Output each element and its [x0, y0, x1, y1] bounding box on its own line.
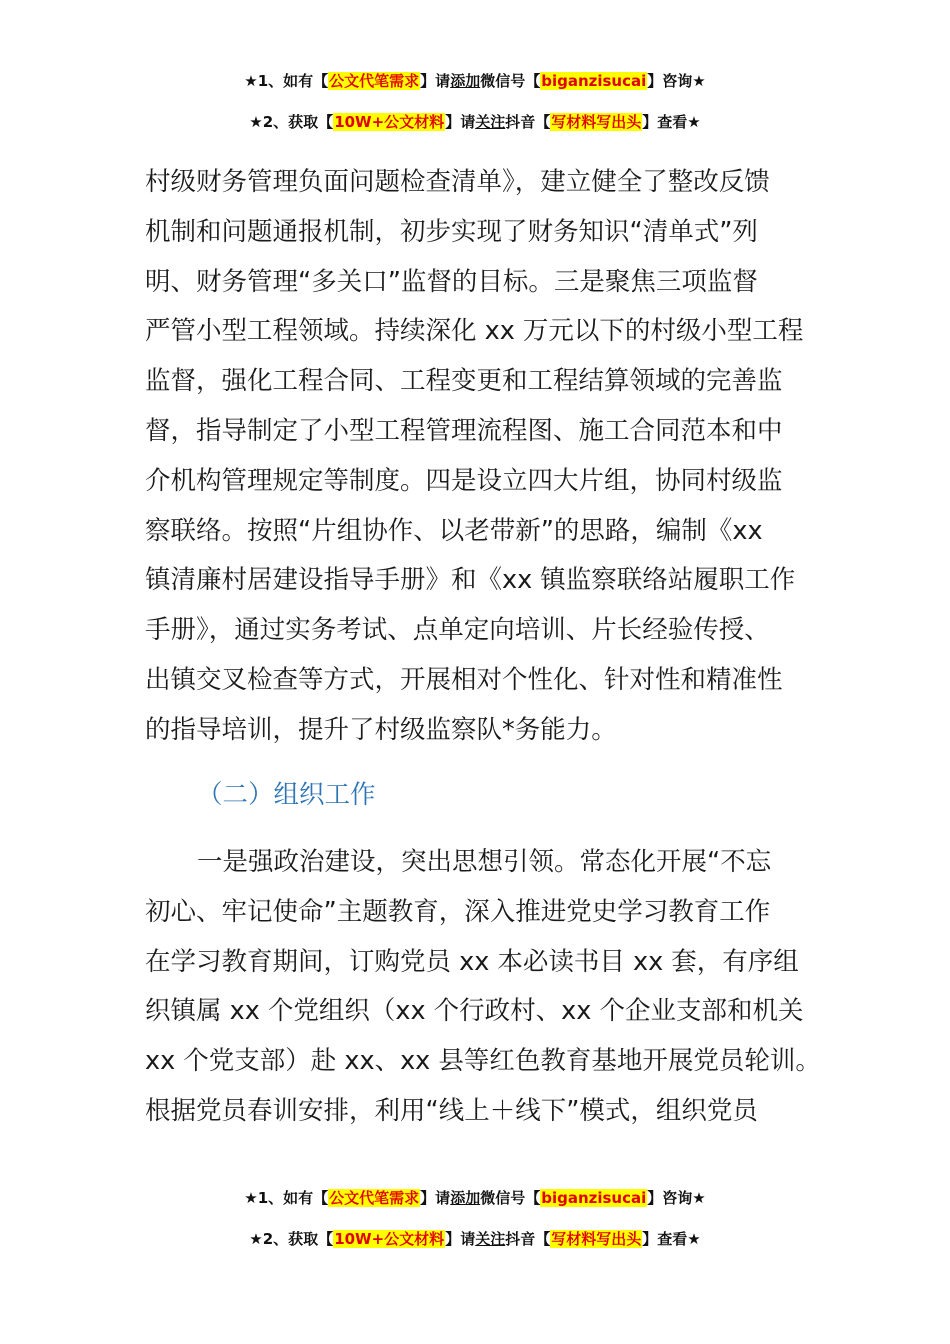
text-line: 监督，强化工程合同、工程变更和工程结算领域的完善监 [145, 366, 783, 397]
banner-suffix: 】查看★ [642, 113, 701, 131]
text-line: 出镇交叉检查等方式，开展相对个性化、针对性和精准性 [145, 664, 783, 695]
banner-highlight: 10W+公文材料 [334, 1230, 445, 1248]
text-line: 根据党员春训安排，利用“线上＋线下”模式，组织党员 [145, 1095, 758, 1126]
banner-text: 微信号【 [480, 1189, 541, 1207]
banner-text: 】请 [420, 1189, 451, 1207]
banner-prefix: ★1、如有【 [244, 1189, 329, 1207]
banner-text: 微信号【 [480, 72, 541, 90]
banner-text: 】请 [445, 113, 476, 131]
text-line: 村级财务管理负面问题检查清单》，建立健全了整改反馈 [145, 167, 770, 197]
banner-prefix: ★2、获取【 [249, 1230, 334, 1248]
text-line: 介机构管理规定等制度。四是设立四大片组，协同村级监 [145, 465, 783, 496]
footer-promo-line-1 [0, 1187, 950, 1209]
banner-prefix: ★1、如有【 [244, 72, 329, 90]
text-line: 手册》，通过实务考试、点单定向培训、片长经验传授、 [145, 615, 770, 646]
text-line: xx 个党支部）赴 xx、xx 县等红色教育基地开展党员轮训。 [145, 1046, 821, 1077]
banner-suffix: 】查看★ [642, 1230, 701, 1248]
text-line: 镇清廉村居建设指导手册》和《xx 镇监察联络站履职工作 [145, 565, 796, 596]
text-line: 初心、牢记使命”主题教育，深入推进党史学习教育工作 [145, 896, 771, 927]
banner-prefix: ★2、获取【 [249, 113, 334, 131]
banner-highlight: 公文代笔需求 [329, 72, 420, 90]
body-paragraph-2 [145, 838, 825, 1137]
text-line: 的指导培训，提升了村级监察队*务能力。 [145, 714, 617, 745]
banner-suffix: 】咨询★ [647, 1189, 706, 1207]
banner-underlined: 添加 [450, 1189, 481, 1207]
banner-highlight: 写材料写出头 [551, 113, 642, 131]
banner-highlight: biganzisucai [541, 72, 647, 90]
banner-text: 抖音【 [505, 1230, 551, 1248]
text-line: 督，指导制定了小型工程管理流程图、施工合同范本和中 [145, 415, 783, 446]
banner-text: 】请 [420, 72, 451, 90]
text-line: 织镇属 xx 个党组织（xx 个行政村、xx 个企业支部和机关 [145, 996, 804, 1027]
banner-underlined: 添加 [450, 72, 481, 90]
banner-highlight: 写材料写出头 [551, 1230, 642, 1248]
banner-highlight: 10W+公文材料 [334, 113, 445, 131]
banner-underlined: 关注 [475, 113, 506, 131]
section-heading: （二）组织工作 [197, 780, 376, 810]
banner-underlined: 关注 [475, 1230, 506, 1248]
text-line: 一是强政治建设，突出思想引领。常态化开展“不忘 [197, 847, 772, 877]
text-line: 察联络。按照“片组协作、以老带新”的思路，编制《xx [145, 515, 763, 546]
banner-text: 抖音【 [505, 113, 551, 131]
text-line: 明、财务管理“多关口”监督的目标。三是聚焦三项监督 [145, 266, 758, 297]
text-line: 机制和问题通报机制，初步实现了财务知识“清单式”列 [145, 216, 758, 247]
banner-highlight: biganzisucai [541, 1189, 647, 1207]
header-promo-line-1 [0, 70, 950, 92]
text-line: 在学习教育期间，订购党员 xx 本必读书目 xx 套，有序组 [145, 946, 799, 977]
banner-suffix: 】咨询★ [647, 72, 706, 90]
header-promo-line-2 [0, 111, 950, 133]
footer-promo-line-2 [0, 1228, 950, 1250]
banner-highlight: 公文代笔需求 [329, 1189, 420, 1207]
body-paragraph-1 [145, 158, 825, 756]
text-line: 严管小型工程领域。持续深化 xx 万元以下的村级小型工程 [145, 316, 804, 347]
banner-text: 】请 [445, 1230, 476, 1248]
